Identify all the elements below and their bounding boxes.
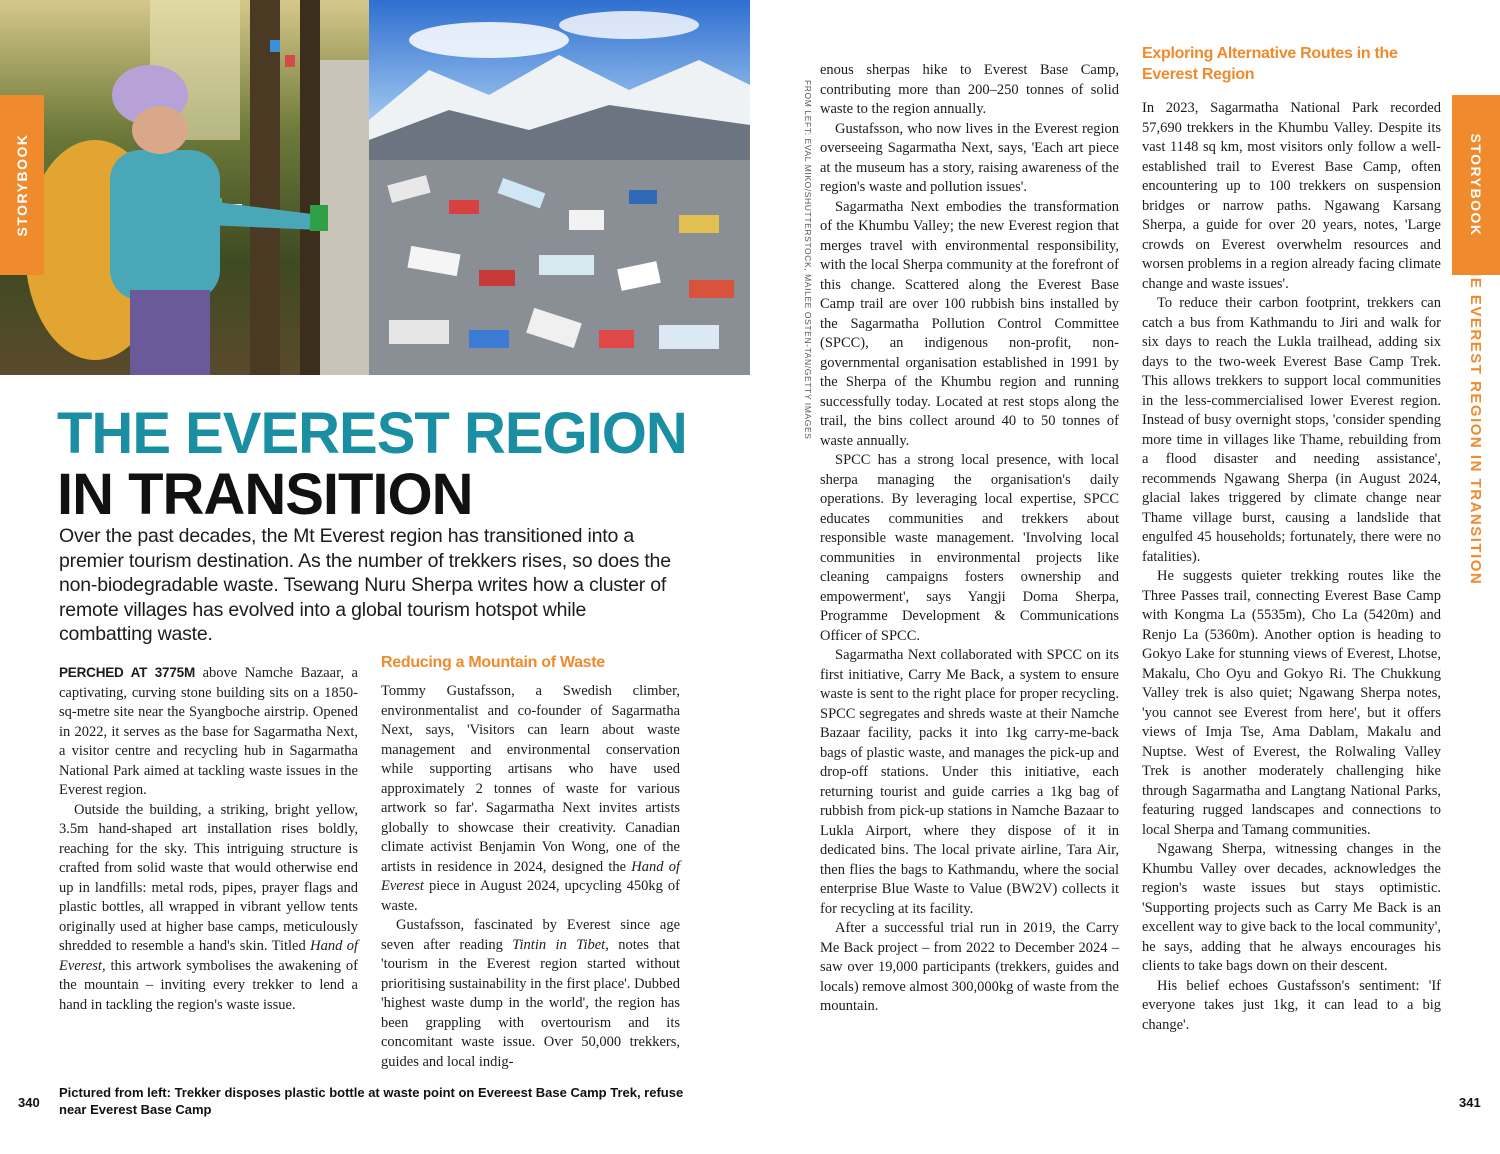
paragraph: Outside the building, a striking, bright yellow, 3.5m hand-shaped art installation rises boldly, reaching for the sky. This intriguing structure is crafted from solid waste that would otherwise end up in landfills: metal rods, pipes, prayer flags and plastic bottles, all wrapped in vibrant yellow tents originally used at higher base camps, meticulously shredded to resemble a hand's skin. Titled Hand of Everest, this artwork symbolises the awakening of the mountain – inviting every trekker to lend a hand in tackling the region's waste issue. [59, 801, 358, 1013]
paragraph: After a successful trial run in 2019, the Carry Me Back project – from 2022 to December 2024 – saw over 19,000 participants (trekkers, guides and locals) remove almost 300,000kg of waste from the mountain. [820, 920, 1119, 1014]
body-column-4 [1142, 99, 1441, 1035]
paragraph: Gustafsson, fascinated by Everest since age seven after reading Tintin in Tibet, notes that 'tourism in the Everest region started without prioritising sustainability in the first place'. Dubbed 'highest waste dump in the world', the region has been grappling with overtourism and its concomitant waste issue. Over 50,000 trekkers, guides and local indig- [381, 917, 680, 1070]
paragraph: enous sherpas hike to Everest Base Camp, contributing more than 200–250 tonnes of solid waste to the region annually. [820, 62, 1119, 117]
paragraph: His belief echoes Gustafsson's sentiment: 'If everyone takes just 1kg, it can lead to a big change'. [1142, 977, 1441, 1033]
body-column-3 [820, 61, 1119, 1017]
paragraph: To reduce their carbon footprint, trekkers can catch a bus from Kathmandu to Jiri and walk for six days to reach the Lukla trailhead, adding six days to the two-week Everest Base Camp Trek. This allows trekkers to support local communities in the less-commercialised lower Everest region. Instead of busy overnight stops, 'consider spending more time in villages like Thame, rebuilding from a flood disaster and needing assistance', recommends Ngawang Sherpa (in August 2024, glacial lakes triggered by climate change near Thame village burst, causing a landslide that engulfed 45 households; fortunately, there were no fatalities). [1142, 295, 1441, 565]
subhead-alternative-routes: Exploring Alternative Routes in the Everest Region [1142, 45, 1398, 83]
lead-in: PERCHED AT 3775M [59, 665, 195, 680]
paragraph: In 2023, Sagarmatha National Park recorded 57,690 trekkers in the Khumbu Valley. Despite its vast 1148 sq km, most visitors only follow a well-established trail to Everest Base Camp, often encountering up to 100 trekkers on suspension bridges or narrow paths. Ngawang Karsang Sherpa, a guide for over 20 years, notes, 'Large crowds on Everest overwhelm resources and worsen problems in a region already facing climate change and waste issues'. [1142, 100, 1441, 292]
headline-line2: IN TRANSITION [57, 462, 473, 527]
page-number-right: 341 [1459, 1095, 1481, 1110]
page-number-left: 340 [18, 1095, 40, 1110]
paragraph: Sagarmatha Next collaborated with SPCC on its first initiative, Carry Me Back, a system to ensure waste is sent to the right place for proper recycling. SPCC segregates and shreds waste at their Namche Bazaar facility, packs it into 1kg carry-me-back bags of plastic waste, and manages the pick-up and drop-off stations. Under this initiative, each returning tourist and guide carries a 1kg bag of rubbish from pick-up stations in Namche Bazaar to Lukla Airport, where they dispose of it in dedicated bins. The local private airline, Tara Air, then flies the bags to Kathmandu, where the social enterprise Blue Waste to Value (BW2V) collects it for recycling at its facility. [820, 647, 1119, 917]
running-title: THE EVEREST REGION IN TRANSITION [1467, 254, 1485, 586]
paragraph: Tommy Gustafsson, a Swedish climber, environmentalist and co-founder of Sagarmatha Next, says, 'Visitors can learn about waste management and environmental conservation while supporting artisans who have used approximately 2 tonnes of waste for various artwork so far'. Sagarmatha Next invites artists globally to showcase their creativity. Canadian climate activist Benjamin Von Wong, one of the artists in residence in 2024, designed the Hand of Everest piece in August 2024, upcycling 450kg of waste. [381, 683, 680, 914]
headline-line1: THE EVEREST REGION [57, 401, 687, 466]
photo-waste-dump [369, 0, 750, 375]
body-column-1 [59, 663, 358, 1015]
photo-caption: Pictured from left: Trekker disposes plastic bottle at waste point on Evereest Base Camp Trek, refuse near Everest Base Camp [59, 1085, 684, 1117]
paragraph: Gustafsson, who now lives in the Everest region overseeing Sagarmatha Next, says, 'Each art piece at the museum has a story, raising awareness of the region's waste and pollution issues'. [820, 120, 1119, 195]
body-column-2 [381, 682, 680, 1072]
paragraph: Sagarmatha Next embodies the transformation of the Khumbu Valley; the new Everest region that merges travel with environmental responsibility, with the local Sherpa community at the forefront of this change. Scattered along the Everest Base Camp trail are over 100 rubbish bins installed by the Sagarmatha Pollution Control Committee (SPCC), an indigenous non-profit, non-governmental organisation established in 1991 by the Sherpa of the Khumbu region and running successfully today. Located at rest stops along the trail, the bins collect around 40 to 50 tonnes of waste annually. [820, 198, 1119, 449]
paragraph: PERCHED AT 3775M above Namche Bazaar, a captivating, curving stone building sits on a 1850-sq-metre site near the Syangboche airstrip. Opened in 2022, it serves as the base for Sagarmatha Next, a visitor centre and recycling hub in Sagarmatha National Park aimed at tackling waste issues in the Everest region. [59, 665, 358, 798]
subhead-reducing-waste: Reducing a Mountain of Waste [381, 654, 605, 671]
photo-trekker [0, 0, 369, 375]
paragraph: Ngawang Sherpa, witnessing changes in the Khumbu Valley over decades, acknowledges the region's waste issues but stays optimistic. 'Supporting projects such as Carry Me Back is an excellent way to give back to the local community', he says, adding that he always encourages his clients to take bags down on their descent. [1142, 841, 1441, 974]
standfirst: Over the past decades, the Mt Everest region has transitioned into a premier tourism destination. As the number of trekkers rises, so does the non-biodegradable waste. Tsewang Nuru Sherpa writes how a cluster of remote villages has evolved into a global tourism hotspot while combatting waste. [59, 525, 671, 645]
paragraph: SPCC has a strong local presence, with local sherpa managing the organisation's daily operations. By leveraging local expertise, SPCC educates communities and trekkers about responsible waste management. 'Involving local communities in environmental projects like cleaning campaigns fosters ownership and empowerment', says Yangji Doma Sherpa, Programme Development & Communications Officer of SPCC. [820, 452, 1119, 644]
photo-credit: FROM LEFT: EVAL MIKO/SHUTTERSTOCK, MAILEE OSTEN-TAN/GETTY IMAGES [803, 80, 813, 440]
section-tab-label-left: STORYBOOK [14, 133, 30, 237]
paragraph: He suggests quieter trekking routes like the Three Passes trail, connecting Everest Base Camp with Kongma La (5535m), Cho La (5420m) and Renjo La (5360m). Another option is heading to Gokyo Lake for stunning views of Everest, Lhotse, Makalu, Cho Oyu and Gokyo Ri. The Chukkung Valley trek is also quiet; Ngawang Sherpa notes, 'you cannot see Everest from here', but it offers views of Imja Tse, Ama Dablam, Makalu and Nuptse. West of Everest, the Rolwaling Valley Trek is another moderately challenging hike through Sagarmatha and Langtang National Parks, featuring rugged landscapes and connections to local Sherpa and Tamang communities. [1142, 568, 1441, 838]
section-tab-label-right: STORYBOOK [1468, 133, 1484, 237]
